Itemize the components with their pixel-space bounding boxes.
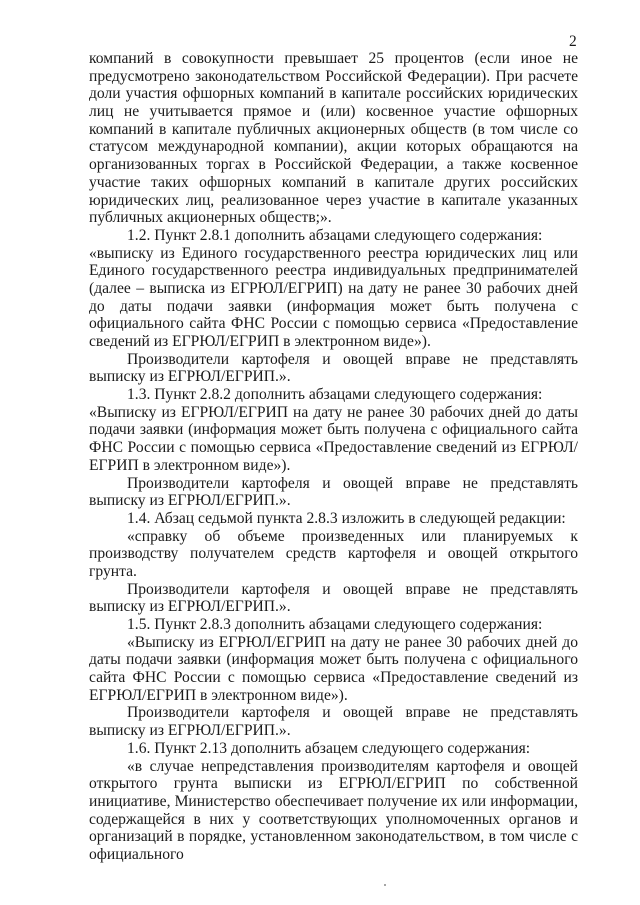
paragraph-item-1-2: 1.2. Пункт 2.8.1 дополнить абзацами следующего содержания: — [127, 226, 543, 244]
paragraph-item-1-3: 1.3. Пункт 2.8.2 дополнить абзацами следующего содержания: — [127, 386, 543, 404]
scan-speck — [384, 884, 386, 886]
paragraph-producers-note: Производители картофеля и овощей вправе не представлять выписку из ЕГРЮЛ/ЕГРИП.». — [89, 704, 578, 740]
paragraph-quote-ministry: «в случае непредставления производителям картофеля и овощей открытого грунта выписки из ЕГРЮЛ/ЕГРИП по собственной инициативе, Министерство обеспечивает получение их или информации, содержащейся в них у соответствующих уполномоченных органов и организаций в порядке, установленном законодательством, в том числе с официального — [89, 757, 578, 863]
paragraph-quote-extract: «выписку из Единого государственного реестра юридических лиц или Единого государственного реестра индивидуальных предпринимателей (далее – выписка из ЕГРЮЛ/ЕГРИП) на дату не ранее 30 рабочих дней до даты подачи заявки (информация может быть получена с официального сайта ФНС России с помощью сервиса «Предоставление сведений из ЕГРЮЛ/ЕГРИП в электронном виде»). — [89, 244, 578, 350]
paragraph-quote-certificate: «справку об объеме произведенных или планируемых к производству получателем средств картофеля и овощей открытого грунта. — [89, 527, 578, 580]
paragraph-item-1-4: 1.4. Абзац седьмой пункта 2.8.3 изложить в следующей редакции: — [127, 509, 566, 527]
paragraph-item-1-6: 1.6. Пункт 2.13 дополнить абзацем следующего содержания: — [127, 739, 531, 757]
page-number: 2 — [569, 33, 577, 50]
paragraph-quote-extract: «Выписку из ЕГРЮЛ/ЕГРИП на дату не ранее 30 рабочих дней до даты подачи заявки (информация может быть получена с официального сайта ФНС России с помощью сервиса «Предоставление сведений из ЕГРЮЛ/ЕГРИП в электронном виде»). — [89, 633, 578, 704]
paragraph-producers-note: Производители картофеля и овощей вправе не представлять выписку из ЕГРЮЛ/ЕГРИП.». — [89, 580, 578, 616]
paragraph-producers-note: Производители картофеля и овощей вправе не представлять выписку из ЕГРЮЛ/ЕГРИП.». — [89, 474, 578, 510]
paragraph-item-1-5: 1.5. Пункт 2.8.3 дополнить абзацами следующего содержания: — [127, 616, 543, 633]
paragraph-offshore-continuation: компаний в совокупности превышает 25 процентов (если иное не предусмотрено законодательством Российской Федерации). При расчете доли участия офшорных компаний в капитале российских юридических лиц не учитывается прямое и (или) косвенное участие офшорных компаний в капитале публичных акционерных обществ (в том числе со статусом международной компании), акции которых обращаются на организованных торгах в Российской Федерации, а также косвенное участие таких офшорных компаний в капитале других российских юридических лиц, реализованное через участие в капитале указанных публичных акционерных обществ;». — [89, 50, 578, 227]
paragraph-quote-extract: «Выписку из ЕГРЮЛ/ЕГРИП на дату не ранее 30 рабочих дней до даты подачи заявки (информация может быть получена с официального сайта ФНС России с помощью сервиса «Предоставление сведений из ЕГРЮЛ/ЕГРИП в электронном виде»). — [89, 403, 578, 474]
document-body — [89, 50, 578, 864]
paragraph-producers-note: Производители картофеля и овощей вправе не представлять выписку из ЕГРЮЛ/ЕГРИП.». — [89, 350, 578, 386]
